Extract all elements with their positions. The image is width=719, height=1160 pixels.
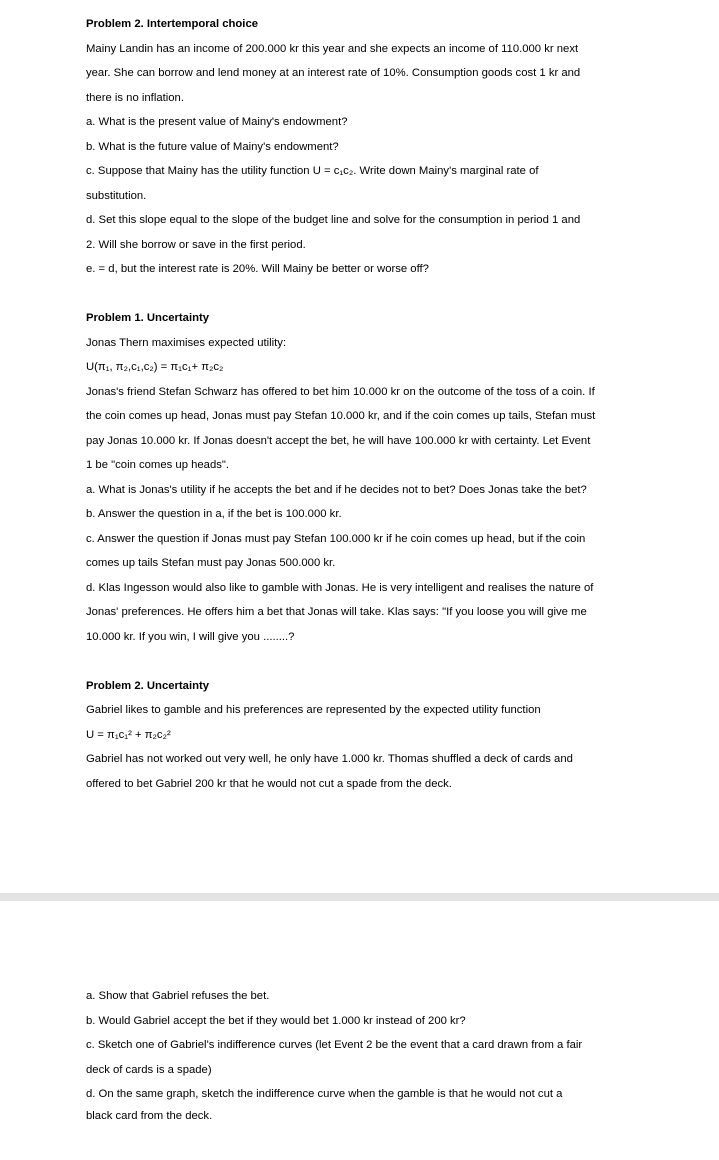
question-c-cont: comes up tails Stefan must pay Jonas 500.000 kr. (86, 557, 336, 569)
question-c-cont: substitution. (86, 189, 147, 202)
problem-text-line: Gabriel likes to gamble and his preferences are represented by the expected utility function (86, 704, 541, 716)
problem-text-line: 1 be "coin comes up heads". (86, 459, 230, 471)
page-1-content (86, 12, 646, 796)
problem-text-line: offered to bet Gabriel 200 kr that he would not cut a spade from the deck. (86, 777, 452, 790)
question-c: c. Suppose that Mainy has the utility function U = c₁c₂. Write down Mainy's marginal rate of (86, 165, 539, 177)
problem-text-line: year. She can borrow and lend money at an interest rate of 10%. Consumption goods cost 1 kr and (86, 67, 581, 79)
question-b: b. Answer the question in a, if the bet is 100.000 kr. (86, 508, 342, 520)
utility-formula: U(π₁, π₂,c₁,c₂) = π₁c₁+ π₂c₂ (86, 361, 224, 373)
problem-text-line: pay Jonas 10.000 kr. If Jonas doesn't accept the bet, he will have 100.000 kr with certainty. Let Event (86, 434, 591, 447)
problem-intertemporal-heading: Problem 2. Intertemporal choice (86, 18, 259, 30)
document-page-2 (0, 901, 719, 1160)
question-d: d. On the same graph, sketch the indifference curve when the gamble is that he would not cut a (86, 1088, 563, 1100)
problem-text-line: there is no inflation. (86, 91, 184, 104)
page-separator (0, 893, 719, 901)
question-b: b. What is the future value of Mainy's endowment? (86, 140, 339, 153)
question-a: a. What is Jonas's utility if he accepts the bet and if he decides not to bet? Does Jonas take the bet? (86, 483, 587, 496)
question-c: c. Answer the question if Jonas must pay Stefan 100.000 kr if he coin comes up head, but if the coin (86, 532, 586, 545)
problem-uncertainty-1-heading: Problem 1. Uncertainty (86, 312, 210, 324)
problem-text-line: Gabriel has not worked out very well, he only have 1.000 kr. Thomas shuffled a deck of cards and (86, 753, 573, 765)
problem-text-line: Jonas Thern maximises expected utility: (86, 336, 287, 349)
question-c: c. Sketch one of Gabriel's indifference curves (let Event 2 be the event that a card drawn from a fair (86, 1039, 583, 1051)
section-spacer (86, 282, 646, 307)
question-b: b. Would Gabriel accept the bet if they would bet 1.000 kr instead of 200 kr? (86, 1014, 466, 1027)
problem-text-line: Mainy Landin has an income of 200.000 kr this year and she expects an income of 110.000 kr next (86, 42, 579, 55)
section-spacer (86, 649, 646, 674)
question-d-cont: 2. Will she borrow or save in the first period. (86, 238, 306, 251)
question-a: a. Show that Gabriel refuses the bet. (86, 990, 270, 1002)
page-2-content (86, 984, 646, 1126)
question-d-cont: Jonas' preferences. He offers him a bet that Jonas will take. Klas says: "If you loose you will give me (86, 606, 587, 618)
question-d-cont: black card from the deck. (86, 1109, 213, 1122)
question-c-cont: deck of cards is a spade) (86, 1063, 212, 1076)
utility-formula: U = π₁c₁² + π₂c₂² (86, 728, 171, 741)
question-d: d. Set this slope equal to the slope of the budget line and solve for the consumption in period 1 and (86, 214, 581, 226)
problem-text-line: Jonas's friend Stefan Schwarz has offered to bet him 10.000 kr on the outcome of the toss of a coin. If (86, 385, 595, 398)
question-d: d. Klas Ingesson would also like to gamble with Jonas. He is very intelligent and realises the nature of (86, 581, 594, 594)
problem-text-line: the coin comes up head, Jonas must pay Stefan 10.000 kr, and if the coin comes up tails, Stefan must (86, 410, 596, 422)
question-e: e. = d, but the interest rate is 20%. Will Mainy be better or worse off? (86, 263, 429, 275)
problem-uncertainty-2-heading: Problem 2. Uncertainty (86, 679, 210, 692)
question-a: a. What is the present value of Mainy's endowment? (86, 116, 348, 128)
question-d-cont: 10.000 kr. If you win, I will give you ........? (86, 630, 295, 643)
